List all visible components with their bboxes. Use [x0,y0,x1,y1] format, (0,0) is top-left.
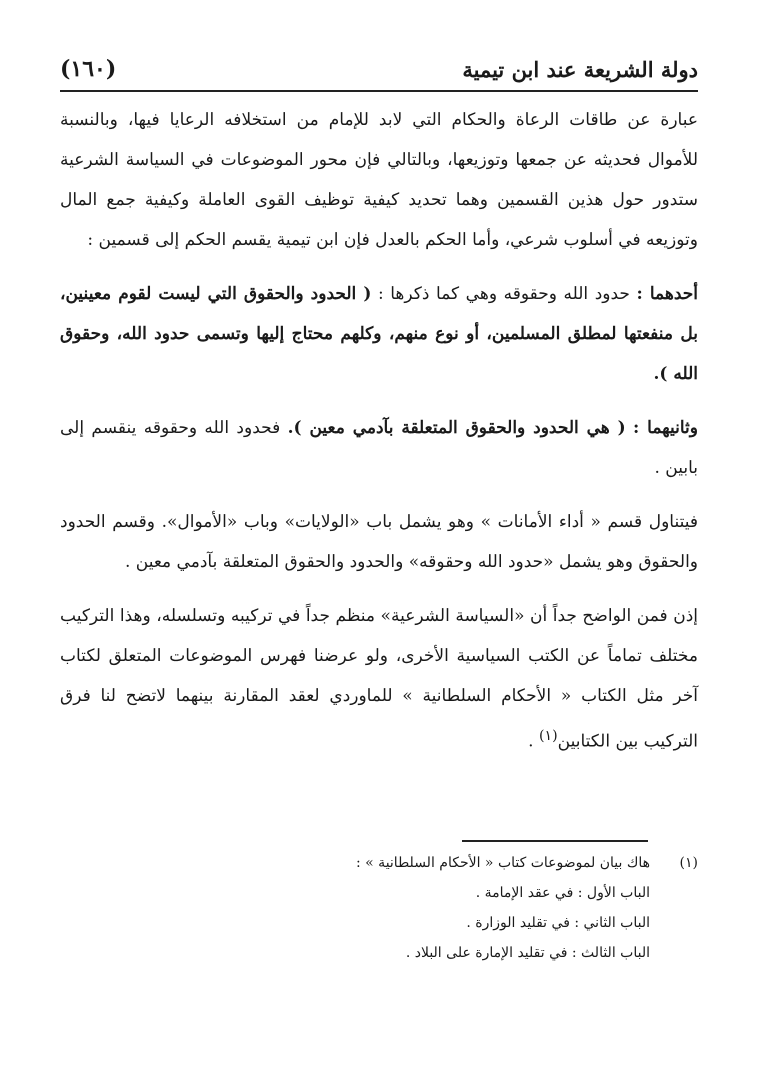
footnote [60,848,698,968]
main-text [60,100,698,776]
paragraph-2-text: حدود الله وحقوقه وهي كما ذكرها : [377,284,630,304]
page-header [60,40,698,88]
page-number: (١٦٠) [60,56,117,82]
paragraph-3-quote: ( هي الحدود والحقوق المتعلقة بآدمي معين ). [287,418,626,438]
paragraph-5-text: إذن فمن الواضح جداً أن «السياسة الشرعية» منظم جداً في تركيبه وتسلسله، وهذا التركيب مختلف تماماً عن الكتب السياسية الأخرى، ولو عرضنا فهرس الموضوعات المتعلق لكتاب آخر مثل الكتاب « الأحكام السلطانية » للماوردي لعقد المقارنة بينهما لاتضح لنا فرق التركيب بين الكتابين [60,606,698,752]
footnote-item: الباب الأول : في عقد الإمامة . [475,885,650,901]
footnote-number: (١) [679,855,698,871]
footnote-reference[interactable]: (١) [538,728,558,744]
footnote-intro-row [60,848,698,878]
paragraph-3-label: وثانيهما : [633,418,698,438]
footnote-item: الباب الثالث : في تقليد الإمارة على البلاد . [405,945,650,961]
footnote-rule [462,840,648,842]
running-title: دولة الشريعة عند ابن تيمية [462,57,698,82]
paragraph-3 [60,408,698,488]
paragraph-3-text: فحدود الله وحقوقه ينقسم إلى بابين . [60,418,698,478]
paragraph-4: فيتناول قسم « أداء الأمانات » وهو يشمل باب «الولايات» وباب «الأموال». وقسم الحدود والحقوق وهو يشمل «حدود الله وحقوقه» والحدود والحقوق المتعلقة بآدمي معين . [60,512,698,572]
footnote-item: الباب الثاني : في تقليد الوزارة . [466,915,650,931]
paragraph-2-label: أحدهما : [636,284,699,304]
paragraph-2 [60,274,698,394]
paragraph-2-quote: ( الحدود والحقوق التي ليست لقوم معينين، بل منفعتها لمطلق المسلمين، أو نوع منهم، وكلهم محتاج إليها وتسمى حدود الله، وحقوق الله ). [60,284,698,384]
paragraph-1: عبارة عن طاقات الرعاة والحكام التي لابد للإمام من استخلافه الرعايا فيها، وبالنسبة للأموال فحديثه عن جمعها وتوزيعها، وبالتالي فإن محور الموضوعات في السياسة الشرعية ستدور حول هذين القسمين وهما تحديد كيفية توظيف القوى العاملة وكيفية جمع المال وتوزيعه في أسلوب شرعي، وأما الحكم بالعدل فإن ابن تيمية يقسم الحكم إلى قسمين : [60,110,698,250]
paragraph-5-end: . [528,731,539,752]
paragraph-5 [60,596,698,762]
header-rule [60,90,698,92]
footnote-intro: هاك بيان لموضوعات كتاب « الأحكام السلطانية » : [356,855,650,871]
